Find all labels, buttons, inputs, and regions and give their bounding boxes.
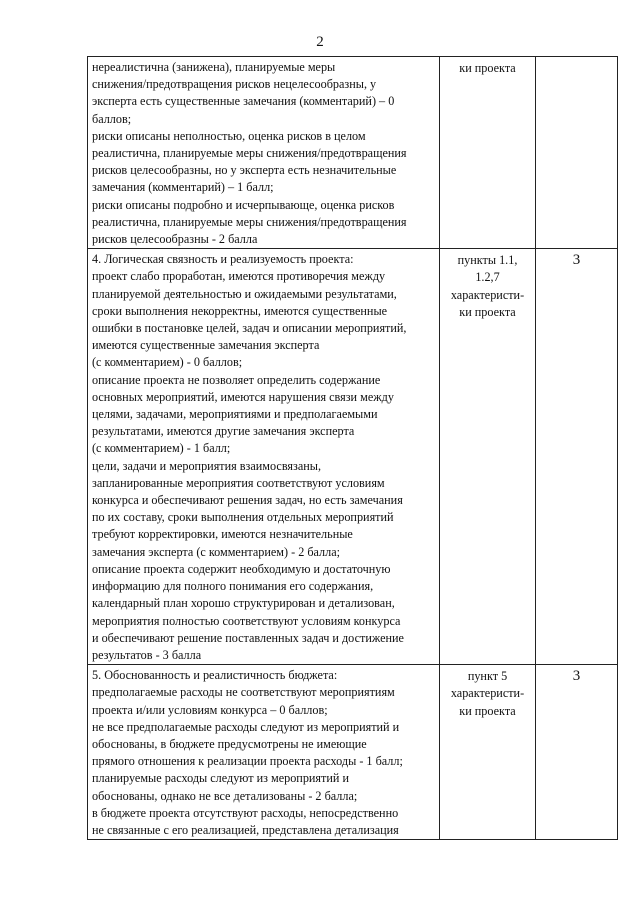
criterion-text-line: предполагаемые расходы не соответствуют мероприятиям bbox=[92, 685, 395, 700]
score-value: 3 bbox=[572, 668, 581, 685]
reference-cell bbox=[440, 249, 536, 665]
criterion-text-line: планируемой деятельностью и ожидаемыми результатами, bbox=[92, 286, 397, 301]
criterion-text-line: не все предполагаемые расходы следуют из мероприятий и bbox=[92, 719, 400, 734]
score-cell bbox=[536, 57, 618, 249]
criterion-text-line: по их составу, сроки выполнения отдельных мероприятий bbox=[92, 510, 394, 525]
criterion-text-line: проект слабо проработан, имеются противоречия между bbox=[92, 269, 386, 284]
criterion-cell bbox=[88, 57, 440, 249]
criterion-text-line: запланированные мероприятия соответствуют условиям bbox=[92, 475, 385, 490]
criterion-text-line: реалистична, планируемые меры снижения/предотвращения bbox=[92, 214, 407, 229]
table-row bbox=[88, 665, 618, 840]
criterion-text-line: мероприятия полностью соответствуют условиям конкурса bbox=[92, 613, 401, 628]
criterion-text-line: результатами, имеются другие замечания эксперта bbox=[92, 424, 355, 439]
page-number: 2 bbox=[316, 34, 324, 50]
criterion-text-line: баллов; bbox=[92, 111, 132, 126]
criterion-text-line: сроки выполнения некорректны, имеются существенные bbox=[92, 303, 388, 318]
reference-text-line: ки проекта bbox=[459, 703, 516, 718]
criterion-cell bbox=[88, 249, 440, 665]
criterion-text-line: в бюджете проекта отсутствуют расходы, непосредственно bbox=[92, 805, 399, 820]
criterion-text-line: конкурса и обеспечивают решения задач, но есть замечания bbox=[92, 493, 403, 508]
criterion-cell bbox=[88, 665, 440, 840]
reference-cell bbox=[440, 57, 536, 249]
reference-text-line: характеристи- bbox=[450, 287, 525, 302]
criterion-text-line: прямого отношения к реализации проекта расходы - 1 балл; bbox=[92, 754, 403, 769]
criterion-text-line: риски описаны неполностью, оценка рисков в целом bbox=[92, 128, 366, 143]
criterion-text-line: нереалистична (занижена), планируемые меры bbox=[92, 60, 336, 74]
reference-cell bbox=[440, 665, 536, 840]
criterion-text-line: замечания (комментарий) – 1 балл; bbox=[92, 180, 274, 195]
criterion-text-line: обоснованы, однако не все детализованы - 2 балла; bbox=[92, 788, 358, 803]
criterion-text-line: результатов - 3 балла bbox=[92, 647, 202, 662]
reference-text-line: пункт 5 bbox=[467, 669, 508, 684]
criterion-text-line: 4. Логическая связность и реализуемость проекта: bbox=[92, 252, 354, 267]
table-row bbox=[88, 249, 618, 665]
criterion-text-line: основных мероприятий, имеются нарушения связи между bbox=[92, 389, 394, 404]
score-value bbox=[536, 57, 617, 60]
criterion-text-line: описание проекта не позволяет определить содержание bbox=[92, 372, 381, 387]
criterion-text-line: эксперта есть существенные замечания (комментарий) – 0 bbox=[92, 94, 395, 109]
criterion-text-line: рисков целесообразны, но у эксперта есть незначительные bbox=[92, 163, 397, 178]
criterion-text-line: ошибки в постановке целей, задач и описании мероприятий, bbox=[92, 321, 407, 336]
table-row bbox=[88, 57, 618, 249]
reference-text-line: 1.2,7 bbox=[475, 270, 500, 285]
criterion-text-line: цели, задачи и мероприятия взаимосвязаны, bbox=[92, 458, 321, 473]
reference-text-line: пункты 1.1, bbox=[457, 253, 518, 268]
reference-text-line: ки проекта bbox=[459, 61, 516, 75]
criterion-text-line: требуют корректировки, имеются незначительные bbox=[92, 527, 353, 542]
criterion-text-line: планируемые расходы следуют из мероприятий и bbox=[92, 771, 349, 786]
criterion-text-line: реалистична, планируемые меры снижения/предотвращения bbox=[92, 146, 407, 161]
criterion-text-line: информацию для полного понимания его содержания, bbox=[92, 579, 374, 594]
score-cell bbox=[536, 249, 618, 665]
criterion-text-line: целями, задачами, мероприятиями и предполагаемыми bbox=[92, 407, 378, 422]
score-value: 3 bbox=[572, 252, 581, 269]
score-cell bbox=[536, 665, 618, 840]
criterion-text-line: 5. Обоснованность и реалистичность бюджета: bbox=[92, 668, 338, 683]
criterion-text-line: (с комментарием) - 0 баллов; bbox=[92, 355, 243, 370]
criterion-text-line: календарный план хорошо структурирован и детализован, bbox=[92, 596, 395, 611]
criterion-text-line: снижения/предотвращения рисков нецелесообразны, у bbox=[92, 77, 377, 92]
criterion-text-line: проекта и/или условиям конкурса – 0 баллов; bbox=[92, 702, 328, 717]
reference-text-line: характеристи- bbox=[450, 686, 525, 701]
reference-text-line: ки проекта bbox=[459, 304, 516, 319]
criterion-text-line: и обеспечивают решение поставленных задач и достижение bbox=[92, 630, 404, 645]
criterion-text-line: риски описаны подробно и исчерпывающе, оценка рисков bbox=[92, 197, 395, 212]
criterion-text-line: (с комментарием) - 1 балл; bbox=[92, 441, 231, 456]
criterion-text-line: обоснованы, в бюджете предусмотрены не имеющие bbox=[92, 736, 367, 751]
criterion-text-line: описание проекта содержит необходимую и достаточную bbox=[92, 561, 391, 576]
criterion-text-line: замечания эксперта (с комментарием) - 2 балла; bbox=[92, 544, 341, 559]
criterion-text-line: рисков целесообразны - 2 балла bbox=[92, 232, 258, 247]
criteria-table bbox=[87, 56, 618, 840]
criterion-text-line: не связанные с его реализацией, представлена детализация bbox=[92, 822, 399, 837]
criterion-text-line: имеются существенные замечания эксперта bbox=[92, 338, 320, 353]
